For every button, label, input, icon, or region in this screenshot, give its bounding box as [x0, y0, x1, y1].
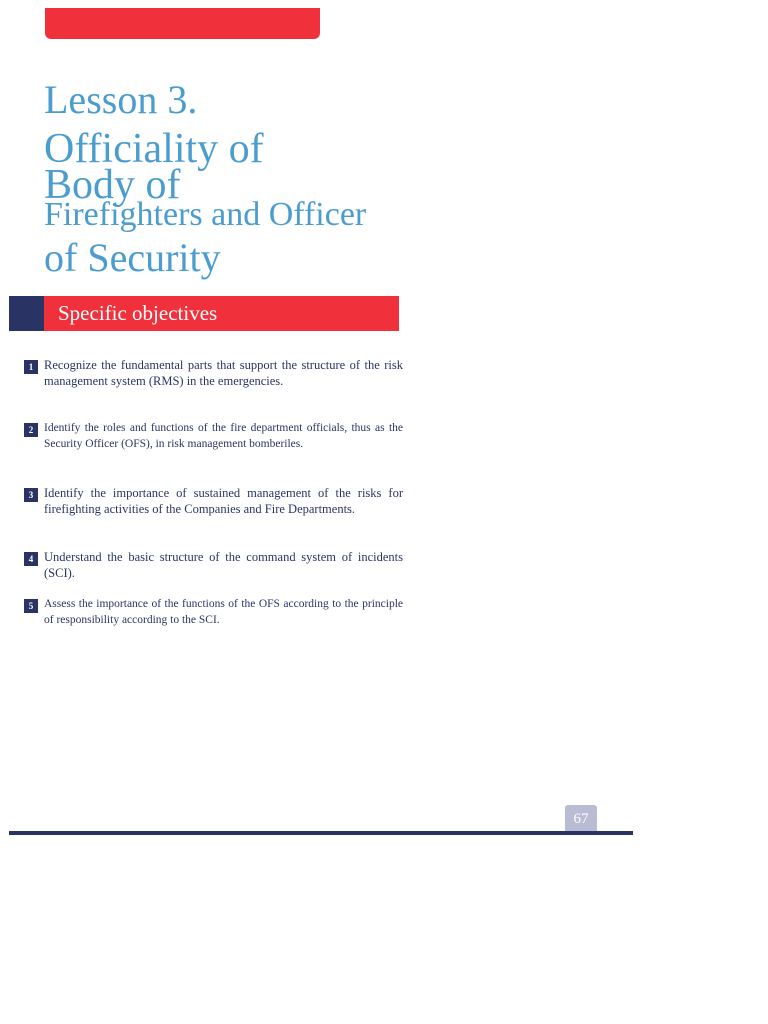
objectives-banner: [9, 296, 399, 331]
objective-number-badge: 4: [24, 552, 38, 566]
objective-text: Identify the roles and functions of the fire department officials, thus as the Security Officer (OFS), in risk management bomberiles.: [44, 422, 403, 450]
objective-text: Recognize the fundamental parts that support the structure of the risk management system (RMS) in the emergencies.: [44, 358, 403, 388]
top-decorative-bar: [45, 8, 320, 39]
banner-navy-block: [9, 296, 44, 331]
objective-text: Understand the basic structure of the command system of incidents (SCI).: [44, 550, 403, 580]
objectives-heading: Specific objectives: [44, 296, 399, 331]
footer-rule: [9, 831, 633, 835]
objective-text: Identify the importance of sustained management of the risks for firefighting activities of the Companies and Fire Departments.: [44, 486, 403, 516]
page-number: 67: [565, 805, 597, 835]
lesson-title-line-3: Firefighters and Officer: [44, 196, 367, 233]
lesson-title-line-1: Officiality of: [44, 126, 264, 172]
lesson-number: Lesson 3.: [44, 77, 198, 122]
lesson-title-line-2: Body of: [44, 162, 181, 208]
objective-number-badge: 1: [24, 360, 38, 374]
objective-number-badge: 3: [24, 488, 38, 502]
lesson-title-line-4: of Security: [44, 235, 221, 280]
objective-number-badge: 5: [24, 599, 38, 613]
objective-number-badge: 2: [24, 423, 38, 437]
objective-text: Assess the importance of the functions of the OFS according to the principle of responsibility according to the SCI.: [44, 598, 403, 626]
